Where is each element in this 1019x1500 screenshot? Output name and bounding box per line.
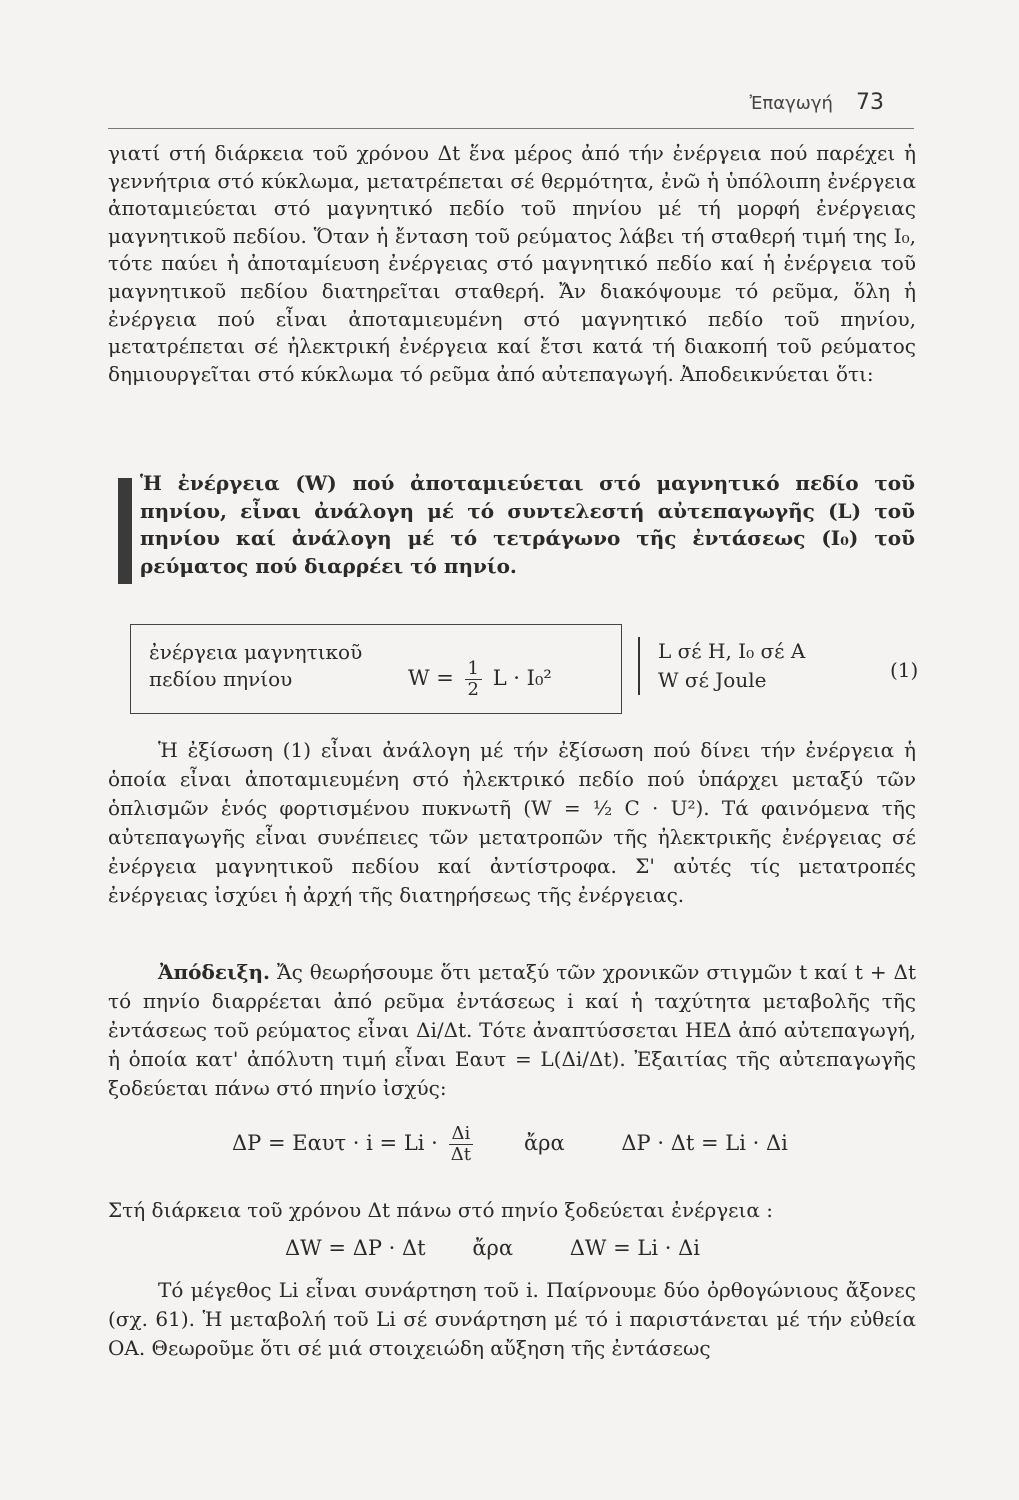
paragraph-4-text: Στή διάρκεια τοῦ χρόνου Δt πάνω στό πηνίο ξοδεύεται ἐνέργεια : (108, 1198, 773, 1222)
units-line1: L σέ H, I₀ σέ A (658, 639, 806, 663)
power-equation (232, 1124, 788, 1165)
paragraph-1 (108, 140, 916, 388)
paragraph-5 (108, 1276, 916, 1363)
paragraph-3-text: Ἄς θεωρήσουμε ὅτι μεταξύ τῶν χρονικῶν στιγμῶν t καί t + Δt τό πηνίο διαρρέεται ἀπό ρεῦμα ἐντάσεως i καί ἡ ταχύτητα μεταβολῆς τῆς ἐντάσεως τοῦ ρεύματος εἶναι Δi/Δt. Τότε ἀναπτύσσεται ΗΕΔ ἀπό αὐτεπαγωγή, ἡ ὁποία κατ' ἀπόλυτη τιμή εἶναι Eαυτ = L(Δi/Δt). Ἐξαιτίας τῆς αὐτεπαγωγῆς ξοδεύεται πάνω στό πηνίο ἰσχύς: (108, 960, 917, 1100)
formula-lhs: W = (408, 666, 454, 690)
power-eq-num: Δi (449, 1124, 474, 1145)
paragraph-2-text: Ἡ ἐξίσωση (1) εἶναι ἀνάλογη μέ τήν ἐξίσωση πού δίνει τήν ἐνέργεια ἡ ὁποία εἶναι ἀποταμιευμένη στό ἠλεκτρικό πεδίο πού ὑπάρχει μεταξύ τῶν ὁπλισμῶν ἑνός φορτισμένου πυκνωτῆ (W = ½ C · U²). Τά φαινόμενα τῆς αὐτεπαγωγῆς εἶναι συνέπειες τῶν μετατροπῶν τῆς ἠλεκτρικῆς ἐνέργειας σέ ἐνέργεια μαγνητικοῦ πεδίου καί ἀντίστροφα. Σ' αὐτές τίς μετατροπές ἐνέργειας ἰσχύει ἡ ἀρχή τῆς διατηρήσεως τῆς ἐνέργειας. (108, 738, 916, 907)
power-eq-fraction (449, 1124, 474, 1165)
page-number: 73 (856, 90, 884, 115)
proof-label: Ἀπόδειξη. (158, 960, 271, 984)
paragraph-1-text: γιατί στή διάρκεια τοῦ χρόνου Δt ἕνα μέρος ἀπό τήν ἐνέργεια πού παρέχει ἡ γεννήτρια στό κύκλωμα, μετατρέπεται σέ θερμότητα, ἐνῶ ἡ ὑπόλοιπη ἐνέργεια ἀποταμιεύεται στό μαγνητικό πεδίο τοῦ πηνίου μέ τή μορφή ἐνέργειας μαγνητικοῦ πεδίου. Ὅταν ἡ ἔνταση τοῦ ρεύματος λάβει τή σταθερή τιμή της I₀, τότε παύει ἡ ἀποταμίευση ἐνέργειας στό μαγνητικό πεδίο καί ἡ ἐνέργεια τοῦ μαγνητικοῦ πεδίου διατηρεῖται σταθερή. Ἄν διακόψουμε τό ρεῦμα, ὅλη ἡ ἐνέργεια πού εἶναι ἀποταμιευμένη στό μαγνητικό πεδίο τοῦ πηνίου, μετατρέπεται σέ ἠλεκτρική ἐνέργεια καί ἔτσι κατά τή διακοπή τοῦ ρεύματος δημιουργεῖται στό κύκλωμα τό ρεῦμα ἀπό αὐτεπαγωγή. Ἀποδεικνύεται ὅτι: (108, 141, 916, 386)
power-eq-left: ΔP = Eαυτ · i = Li · (232, 1131, 438, 1155)
power-eq-den: Δt (450, 1144, 472, 1165)
units-legend (638, 637, 805, 695)
theorem-statement: Ἡ ἐνέργεια (W) πού ἀποταμιεύεται στό μαγνητικό πεδίο τοῦ πηνίου, εἶναι ἀνάλογη μέ τό συντελεστή αὐτεπαγωγῆς (L) τοῦ πηνίου καί ἀνάλογη μέ τό τετράγωνο τῆς ἐντάσεως (I₀) τοῦ ρεύματος πού διαρρέει τό πηνίο. (140, 471, 915, 578)
formula-label (149, 639, 362, 693)
formula-label-line2: πεδίου πηνίου (149, 667, 293, 691)
energy-formula-box (130, 624, 622, 714)
energy-eq-right: ΔW = Li · Δi (569, 1236, 700, 1260)
formula-rhs: L · I₀² (492, 666, 552, 690)
paragraph-5-text: Τό μέγεθος Li εἶναι συνάρτηση τοῦ i. Παίρνουμε δύο ὀρθογώνιους ἄξονες (σχ. 61). Ἡ μεταβολή τοῦ Li σέ συνάρτηση μέ τό i παριστάνεται μέ τήν εὐθεία ΟΑ. Θεωροῦμε ὅτι σέ μιά στοιχειώδη αὔξηση τῆς ἐντάσεως (108, 1278, 916, 1360)
energy-formula (408, 659, 552, 700)
formula-label-line1: ἐνέργεια μαγνητικοῦ (149, 640, 363, 664)
power-eq-right: ΔP · Δt = Li · Δi (621, 1131, 788, 1155)
energy-eq-ara: ἄρα (472, 1236, 514, 1260)
header-rule (108, 128, 914, 129)
formula-fraction (465, 659, 482, 700)
energy-eq-left: ΔW = ΔP · Δt (285, 1236, 426, 1260)
theorem-marker-bar (118, 478, 132, 584)
units-line2: W σέ Joule (658, 668, 767, 692)
page-header (750, 90, 884, 115)
paragraph-4 (108, 1196, 916, 1225)
equation-number: (1) (890, 658, 919, 682)
paragraph-2 (108, 736, 916, 910)
fraction-denominator: 2 (467, 679, 479, 700)
energy-equation (285, 1236, 700, 1260)
fraction-numerator: 1 (465, 659, 482, 680)
paragraph-3 (108, 958, 916, 1103)
chapter-title: Ἐπαγωγή (749, 93, 833, 114)
power-eq-ara: ἄρα (523, 1131, 565, 1155)
